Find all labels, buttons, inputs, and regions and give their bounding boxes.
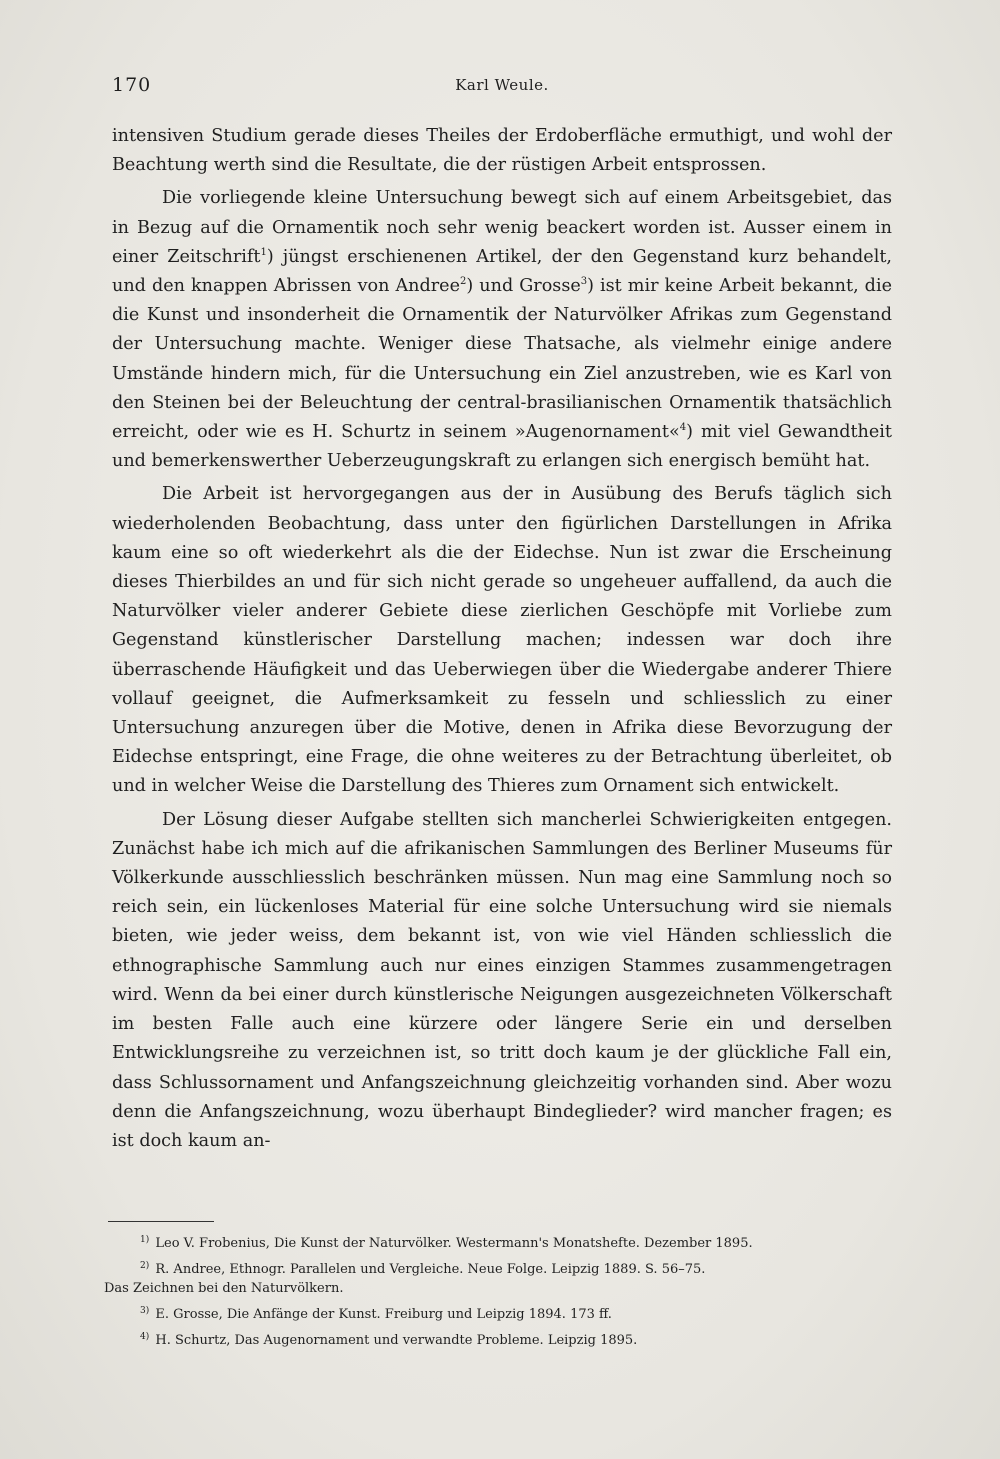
- paragraph-p2: [112, 184, 892, 476]
- running-head: Karl Weule.: [455, 76, 549, 94]
- text-segment: ) mit viel Gewandtheit und bemerkenswerther Ueberzeugungskraft zu erlangen sich energisch bemüht hat.: [112, 422, 893, 472]
- page-header: [112, 74, 892, 100]
- paragraph-p1: [112, 122, 892, 180]
- footnote-2: [104, 1260, 896, 1279]
- page-number: 170: [112, 74, 152, 96]
- footnote-text: H. Schurtz, Das Augenornament und verwandte Probleme. Leipzig 1895.: [151, 1333, 638, 1348]
- footnote-reference[interactable]: 1: [260, 246, 267, 258]
- footnote-reference[interactable]: 4: [679, 422, 687, 434]
- footnote-separator: [108, 1221, 214, 1222]
- text-segment: Die Arbeit ist hervorgegangen aus der in Ausübung des Berufs täglich sich wiederholenden Beobachtung, dass unter den figürlichen Darstellungen in Afrika kaum eine so oft wiederkehrt als die der Eidechse. Nun ist zwar die Erscheinung dieses Thierbildes an und für sich nicht gerade so ungeheuer auffallend, da auch die Naturvölker vieler anderer Gebiete diese zierlichen Geschöpfe mit Vorliebe zum Gegenstand künstlerischer Darstellung machen; indessen war doch ihre überraschende Häufigkeit und das Ueberwiegen über die Wiedergabe anderer Thiere vollauf geeignet, die Aufmerksamkeit zu fesseln und schliesslich zu einer Untersuchung anzuregen über die Motive, denen in Afrika diese Bevorzugung der Eidechse entspringt, eine Frage, die ohne weiteres zu der Betrachtung überleitet, ob und in welcher Weise die Darstellung des Thieres zum Ornament sich entwickelt.: [112, 484, 892, 797]
- paragraph-p4: [112, 806, 892, 1156]
- footnote-4: [104, 1331, 896, 1350]
- paragraph-p3: [112, 480, 892, 801]
- body-text: [112, 122, 892, 1156]
- footnote-mark: 3): [140, 1306, 150, 1316]
- text-segment: Der Lösung dieser Aufgabe stellten sich mancherlei Schwierigkeiten entgegen. Zunächst habe ich mich auf die afrikanischen Sammlungen des Berliner Museums für Völkerkunde ausschliesslich beschränken müssen. Nun mag eine Sammlung noch so reich sein, ein lückenloses Material für eine solche Untersuchung wird sie niemals bieten, wie jeder weiss, dem bekannt ist, von wie viel Händen schliesslich die ethnographische Sammlung auch nur eines einzigen Stammes zusammengetragen wird. Wenn da bei einer durch künstlerische Neigungen ausgezeichneten Völkerschaft im besten Falle auch eine kürzere oder längere Serie ein und derselben Entwicklungsreihe zu verzeichnen ist, so tritt doch kaum je der glückliche Fall ein, dass Schlussornament und Anfangszeichnung gleichzeitig vorhanden sind. Aber wozu denn die Anfangszeichnung, wozu überhaupt Bindeglieder? wird mancher fragen; es ist doch kaum an-: [112, 809, 892, 1151]
- text-segment: Die vorliegende kleine Untersuchung bewegt sich auf einem Arbeitsgebiet, das in Bezug auf die Ornamentik noch sehr wenig beackert worden ist. Ausser einem in einer Zeitschrift: [112, 188, 892, 267]
- footnote-mark: 1): [140, 1235, 150, 1245]
- text-segment: ) und Grosse: [466, 276, 581, 297]
- footnote-text: E. Grosse, Die Anfänge der Kunst. Freiburg und Leipzig 1894. 173 ff.: [151, 1307, 612, 1322]
- footnote-mark: 2): [140, 1261, 150, 1271]
- text-segment: intensiven Studium gerade dieses Theiles der Erdoberfläche ermuthigt, und wohl der Beachtung werth sind die Resultate, die der rüstigen Arbeit entsprossen.: [112, 126, 892, 176]
- text-segment: ) ist mir keine Arbeit bekannt, die die Kunst und insonderheit die Ornamentik der Naturvölker Afrikas zum Gegenstand der Untersuchung machte. Weniger diese Thatsache, als vielmehr einige andere Umstände hindern mich, für die Untersuchung ein Ziel anzustreben, wie es Karl von den Steinen bei der Beleuchtung der central-brasilianischen Ornamentik thatsächlich erreicht, oder wie es H. Schurtz in seinem »Augenornament«: [112, 276, 892, 443]
- footnote-text: R. Andree, Ethnogr. Parallelen und Vergleiche. Neue Folge. Leipzig 1889. S. 56–75.: [151, 1262, 706, 1277]
- footnote-mark: 4): [140, 1332, 150, 1342]
- footnote-reference[interactable]: 2: [460, 276, 467, 288]
- footnote-3: [104, 1305, 896, 1324]
- footnotes: [104, 1234, 896, 1357]
- footnote-1: [104, 1234, 896, 1253]
- text-segment: ) jüngst erschienenen Artikel, der den Gegenstand kurz behandelt, und den knappen Abrissen von Andree: [112, 246, 892, 297]
- footnote-continuation: Das Zeichnen bei den Naturvölkern.: [104, 1281, 344, 1296]
- footnote-text: Leo V. Frobenius, Die Kunst der Naturvölker. Westermann's Monatshefte. Dezember 1895.: [151, 1236, 753, 1251]
- footnote-reference[interactable]: 3: [580, 276, 588, 288]
